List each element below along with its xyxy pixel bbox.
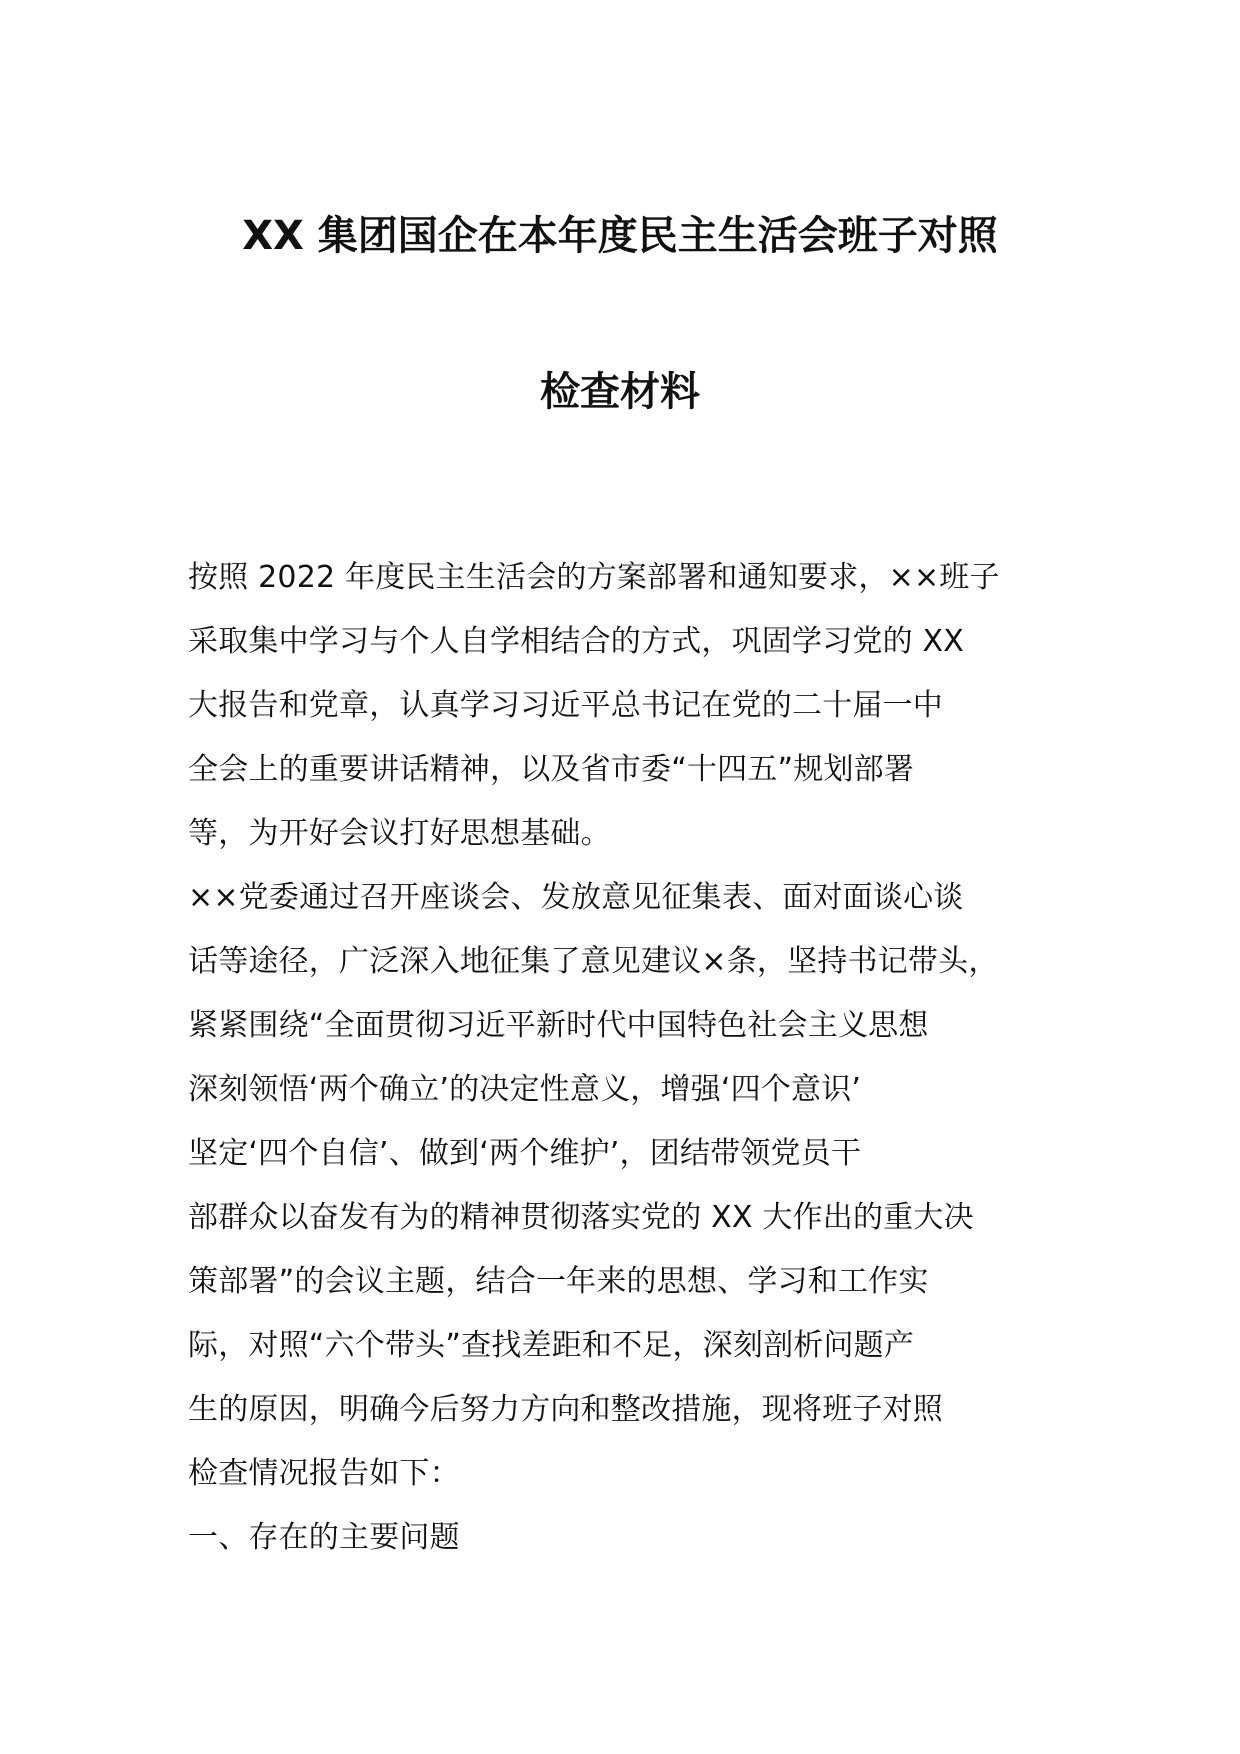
paragraph-line: 策部署”的会议主题，结合一年来的思想、学习和工作实 [188, 1264, 929, 1299]
paragraph-line: 生的原因，明确今后努力方向和整改措施，现将班子对照 [188, 1392, 943, 1427]
paragraph-line: 采取集中学习与个人自学相结合的方式，巩固学习党的 XX [188, 624, 965, 659]
document-title-line-1: XX 集团国企在本年度民主生活会班子对照 [242, 213, 998, 259]
section-heading: 一、存在的主要问题 [188, 1520, 460, 1555]
document-body [188, 546, 1088, 1570]
paragraph-line: 按照 2022 年度民主生活会的方案部署和通知要求，××班子 [188, 560, 1000, 595]
paragraph-line: 大报告和党章，认真学习习近平总书记在党的二十届一中 [188, 688, 943, 723]
paragraph-line: ××党委通过召开座谈会、发放意见征集表、面对面谈心谈 [188, 880, 964, 915]
paragraph-line: 际，对照“六个带头”查找差距和不足，深刻剖析问题产 [188, 1328, 915, 1363]
paragraph-line: 坚定‘四个自信’、做到‘两个维护’，团结带领党员干 [188, 1136, 862, 1171]
document-title-line-2: 检查材料 [540, 369, 700, 415]
paragraph-line: 深刻领悟‘两个确立’的决定性意义，增强‘四个意识’ [188, 1072, 862, 1107]
paragraph-line: 等，为开好会议打好思想基础。 [188, 816, 611, 851]
paragraph-line: 话等途径，广泛深入地征集了意见建议×条，坚持书记带头， [188, 944, 999, 979]
paragraph-line: 检查情况报告如下： [188, 1456, 460, 1491]
paragraph-line: 部群众以奋发有为的精神贯彻落实党的 XX 大作出的重大决 [188, 1200, 974, 1235]
paragraph-line: 紧紧围绕“全面贯彻习近平新时代中国特色社会主义思想 [188, 1008, 929, 1043]
paragraph-line: 全会上的重要讲话精神，以及省市委“十四五”规划部署 [188, 752, 915, 787]
